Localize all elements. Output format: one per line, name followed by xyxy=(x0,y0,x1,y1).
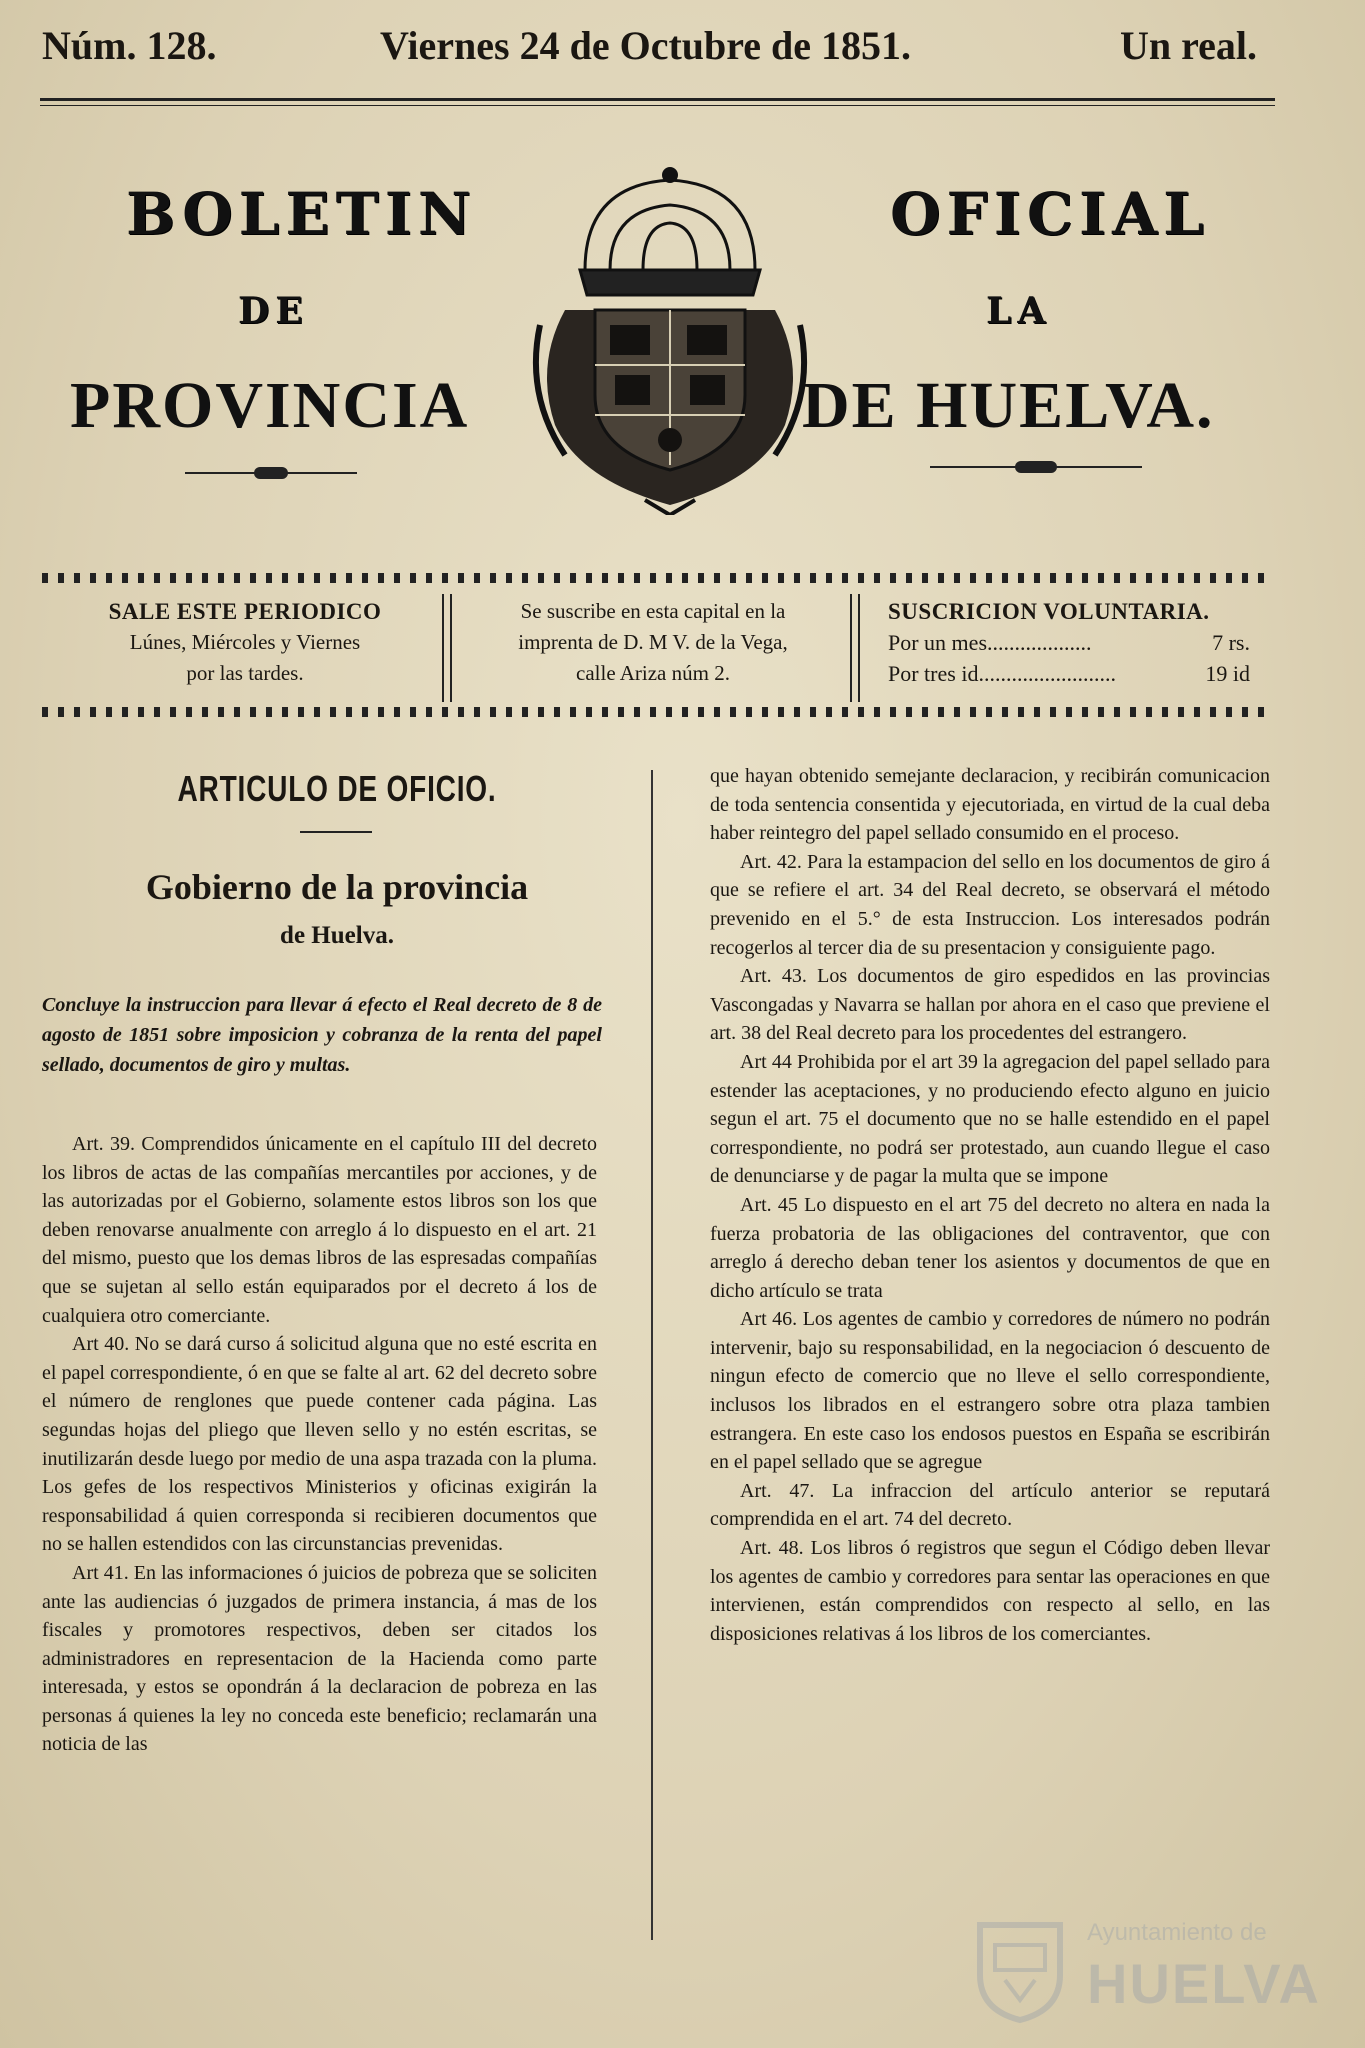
issue-number: Núm. 128. xyxy=(42,23,217,68)
band-right-heading: SUSCRICION VOLUNTARIA. xyxy=(888,599,1210,624)
band-divider xyxy=(858,594,860,702)
article-paragraph: Art 44 Prohibida por el art 39 la agregacion del papel sellado para estender las aceptaciones, y no produciendo efecto alguno en juicio segun el art. 75 el documento que no se halle estendido en el papel correspondiente, no podrá ser protestado, aun cuando llegue el caso de denunciarse y de pagar la multa que se impone xyxy=(710,1050,1270,1188)
title-de-huelva: DE HUELVA. xyxy=(802,369,1215,442)
band-border-bottom xyxy=(42,707,1272,717)
article-paragraph: Art. 45 Lo dispuesto en el art 75 del decreto no altera en nada la fuerza probatoria de las obligaciones del contraventor, que con arreglo á derecho deban tener los asientos y documentos de que en dicho artículo se trata xyxy=(710,1193,1270,1302)
ornament-right xyxy=(930,464,1142,470)
article-paragraph: Art 41. En las informaciones ó juicios de pobreza que se soliciten ante las audiencias ó juzgados de primera instancia, á mas de los fiscales y promotores respectivos, deben ser citados los administradores en representacion de la Hacienda como parte interesada, y estos se opondrán á la declaracion de pobreza en las personas á quienes la ley no conceda este beneficio; reclamarán una noticia de las xyxy=(42,1561,597,1756)
title-de: DE xyxy=(238,290,309,332)
band-middle-line: imprenta de D. M V. de la Vega, xyxy=(518,630,788,654)
article-heading: Gobierno de la provincia xyxy=(145,867,529,907)
article-paragraph: que hayan obtenido semejante declaracion, y recibirán comunicacion de toda sentencia consentida y ejecutoriada, en virtud de la cual deba haber reintegro del papel sellado consumido en el proceso. xyxy=(710,765,1270,845)
issue-date: Viernes 24 de Octubre de 1851. xyxy=(380,23,912,68)
price-row xyxy=(888,627,1250,658)
band-left xyxy=(60,596,430,689)
band-middle-line: Se suscribe en esta capital en la xyxy=(520,599,786,623)
price-row xyxy=(888,658,1250,689)
title-la: LA xyxy=(986,290,1052,332)
band-left-line: por las tardes. xyxy=(186,661,304,685)
left-column xyxy=(42,1130,597,1759)
article-paragraph: Art. 48. Los libros ó registros que segun el Código deben llevar los agentes de cambio y corredores para sentar las operaciones en que intervienen, están comprendidos con respecto al sello, en las disposiciones relativas á los libros de los comerciantes. xyxy=(710,1537,1270,1645)
title-oficial: OFICIAL xyxy=(890,180,1210,248)
band-divider xyxy=(850,594,852,702)
price-label: Por un mes................... xyxy=(888,630,1092,655)
right-column xyxy=(710,762,1270,1648)
article-intro: Concluye la instruccion para llevar á efecto el Real decreto de 8 de agosto de 1851 sobre imposicion y cobranza de la renta del papel sellado, documentos de giro y multas. xyxy=(42,994,602,1076)
band-middle-line: calle Ariza núm 2. xyxy=(576,661,730,685)
band-divider xyxy=(450,594,452,702)
article-subheading: de Huelva. xyxy=(280,922,394,949)
article-paragraph: Art. 43. Los documentos de giro espedidos en las provincias Vascongadas y Navarra se hallan por ahora en el caso que previene el art. 38 del Real decreto para los procedentes del estrangero. xyxy=(710,965,1270,1045)
city-shield-icon xyxy=(965,1915,1075,2025)
royal-crest-icon xyxy=(525,165,815,515)
archive-watermark xyxy=(955,1915,1321,2025)
band-border-top xyxy=(42,573,1272,583)
title-boletin: BOLETIN xyxy=(126,180,477,248)
watermark-line2: HUELVA xyxy=(1087,1952,1321,2015)
band-middle xyxy=(468,596,838,689)
band-divider xyxy=(442,594,444,702)
masthead-rule-top xyxy=(40,98,1275,101)
article-paragraph: Art 40. No se dará curso á solicitud alguna que no esté escrita en el papel correspondiente, ó en que se falte al art. 62 del decreto sobre el número de renglones que puede contener cada página. Las segundas hojas del pliego que lleven sello y no estén escritas, se inutilizarán desde luego por medio de una aspa trazada con la pluma. Los gefes de los respectivos Ministerios y oficinas exigirán la responsabilidad á quien corresponda si recibieren documentos que no se hallen estendidos con las circunstancias prevenidas. xyxy=(42,1333,597,1556)
price-label: Por tres id......................... xyxy=(888,661,1116,686)
price-value: 19 id xyxy=(1205,661,1250,686)
article-paragraph: Art 46. Los agentes de cambio y corredores de número no podrán intervenir, bajo su responsabilidad, en la negociacion ó descuento de ningun efecto de comercio que no lleve el sello correspondiente, inclusos los librados en el estrangero sobre otra plaza tambien estrangera. En este caso los endosos puestos en España se escribirán en el papel sellado que se agregue xyxy=(710,1308,1270,1474)
article-paragraph: Art. 39. Comprendidos únicamente en el capítulo III del decreto los libros de actas de las compañías mercantiles por acciones, y de las autorizadas por el Gobierno, solamente estos libros son los que deben renovarse anualmente con arreglo á lo dispuesto en el art. 21 del mismo, puesto que los demas libros de las espresadas compañías que se sujetan al sello están equiparados por el decreto á los de cualquiera otro comerciante. xyxy=(42,1133,597,1327)
masthead-rule-bottom xyxy=(40,105,1275,106)
issue-price: Un real. xyxy=(1120,23,1258,68)
article-paragraph: Art. 47. La infraccion del artículo anterior se reputará comprendida en el art. 74 del decreto. xyxy=(710,1479,1270,1531)
section-rule xyxy=(300,831,372,833)
price-value: 7 rs. xyxy=(1212,630,1250,655)
masthead xyxy=(40,22,1275,78)
band-left-heading: SALE ESTE PERIODICO xyxy=(108,599,382,624)
band-right xyxy=(888,596,1250,689)
band-left-line: Lúnes, Miércoles y Viernes xyxy=(129,630,361,654)
article-paragraph: Art. 42. Para la estampacion del sello en los documentos de giro á que se refiere el art. 34 del Real decreto, se observará el método prevenido en el 5.° de esta Instruccion. Los interesados podrán recogerlos al tercer dia de su presentacion y consiguiente pago. xyxy=(710,850,1270,959)
title-provincia: PROVINCIA xyxy=(70,369,470,442)
watermark-line1: Ayuntamiento de xyxy=(1087,1919,1267,1946)
column-divider xyxy=(651,770,653,1940)
ornament-left xyxy=(185,470,357,476)
section-title: ARTICULO DE OFICIO. xyxy=(177,768,497,809)
